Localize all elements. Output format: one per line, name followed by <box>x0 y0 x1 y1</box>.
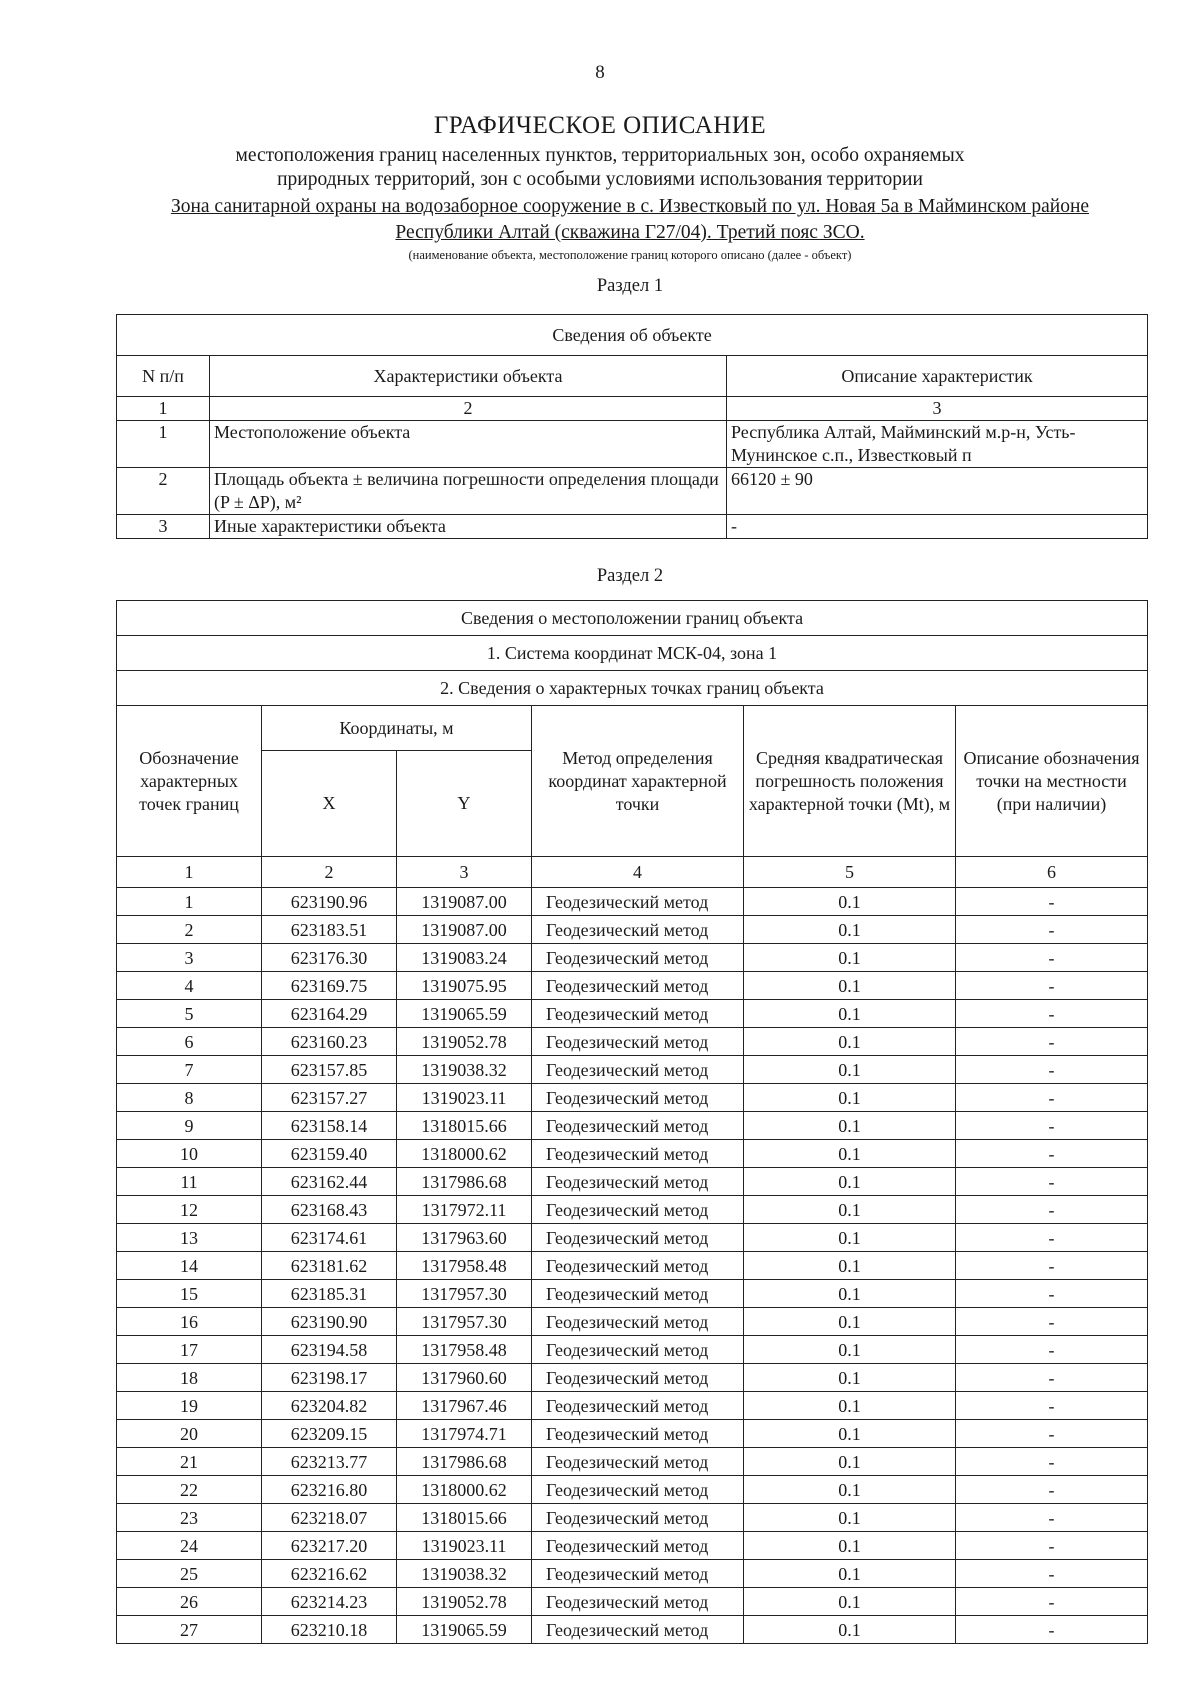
mean-error: 0.1 <box>744 1084 956 1112</box>
method: Геодезический метод <box>532 1420 744 1448</box>
point-id: 4 <box>117 972 262 1000</box>
point-id: 21 <box>117 1448 262 1476</box>
header-x: X <box>262 751 397 857</box>
method: Геодезический метод <box>532 1560 744 1588</box>
coord-y: 1319083.24 <box>397 944 532 972</box>
table-row <box>117 1560 1148 1588</box>
coord-x: 623157.85 <box>262 1056 397 1084</box>
point-id: 20 <box>117 1420 262 1448</box>
coord-x: 623194.58 <box>262 1336 397 1364</box>
point-id: 10 <box>117 1140 262 1168</box>
coord-y: 1317986.68 <box>397 1168 532 1196</box>
numbering-cell: 2 <box>210 397 727 421</box>
method: Геодезический метод <box>532 1532 744 1560</box>
document-subtitle <box>150 144 1050 192</box>
coord-x: 623190.90 <box>262 1308 397 1336</box>
coord-y: 1317986.68 <box>397 1448 532 1476</box>
coord-x: 623160.23 <box>262 1028 397 1056</box>
coord-y: 1317972.11 <box>397 1196 532 1224</box>
coord-x: 623164.29 <box>262 1000 397 1028</box>
location-description: - <box>956 1392 1148 1420</box>
method: Геодезический метод <box>532 1056 744 1084</box>
method: Геодезический метод <box>532 1588 744 1616</box>
mean-error: 0.1 <box>744 1588 956 1616</box>
header-y: Y <box>397 751 532 857</box>
location-description: - <box>956 1532 1148 1560</box>
location-description: - <box>956 1028 1148 1056</box>
mean-error: 0.1 <box>744 1504 956 1532</box>
mean-error: 0.1 <box>744 1168 956 1196</box>
location-description: - <box>956 1280 1148 1308</box>
point-id: 22 <box>117 1476 262 1504</box>
mean-error: 0.1 <box>744 1448 956 1476</box>
section-2-title: Сведения о местоположении границ объекта <box>117 601 1148 636</box>
table-row <box>117 1616 1148 1644</box>
point-id: 16 <box>117 1308 262 1336</box>
object-name <box>150 194 1110 246</box>
coord-y: 1319087.00 <box>397 916 532 944</box>
mean-error: 0.1 <box>744 1616 956 1644</box>
coord-y: 1319065.59 <box>397 1000 532 1028</box>
point-id: 19 <box>117 1392 262 1420</box>
method: Геодезический метод <box>532 1616 744 1644</box>
table-row <box>117 1224 1148 1252</box>
coord-x: 623168.43 <box>262 1196 397 1224</box>
point-id: 26 <box>117 1588 262 1616</box>
object-note: (наименование объекта, местоположение границ которого описано (далее - объект) <box>408 248 852 262</box>
mean-error: 0.1 <box>744 1280 956 1308</box>
table-row <box>117 515 1148 539</box>
location-description: - <box>956 1224 1148 1252</box>
location-description: - <box>956 1056 1148 1084</box>
section-1-label: Раздел 1 <box>596 276 664 296</box>
method: Геодезический метод <box>532 972 744 1000</box>
method: Геодезический метод <box>532 1336 744 1364</box>
coord-y: 1317960.60 <box>397 1364 532 1392</box>
method: Геодезический метод <box>532 1392 744 1420</box>
table-row <box>117 1028 1148 1056</box>
numbering-cell: 5 <box>744 857 956 888</box>
numbering-cell: 1 <box>117 397 210 421</box>
mean-error: 0.1 <box>744 1196 956 1224</box>
table-row <box>117 1504 1148 1532</box>
mean-error: 0.1 <box>744 888 956 916</box>
coord-x: 623185.31 <box>262 1280 397 1308</box>
table-row <box>117 1196 1148 1224</box>
coord-y: 1319087.00 <box>397 888 532 916</box>
mean-error: 0.1 <box>744 1364 956 1392</box>
header-characteristic: Характеристики объекта <box>210 356 727 397</box>
table-row <box>117 1392 1148 1420</box>
coord-y: 1319075.95 <box>397 972 532 1000</box>
location-description: - <box>956 1476 1148 1504</box>
method: Геодезический метод <box>532 944 744 972</box>
header-point: Обозначение характерных точек границ <box>117 706 262 857</box>
location-description: - <box>956 1504 1148 1532</box>
coord-x: 623209.15 <box>262 1420 397 1448</box>
coord-x: 623158.14 <box>262 1112 397 1140</box>
coord-x: 623190.96 <box>262 888 397 916</box>
point-id: 1 <box>117 888 262 916</box>
method: Геодезический метод <box>532 1168 744 1196</box>
table-row <box>117 1084 1148 1112</box>
mean-error: 0.1 <box>744 1532 956 1560</box>
mean-error: 0.1 <box>744 1112 956 1140</box>
coord-y: 1317963.60 <box>397 1224 532 1252</box>
coord-x: 623216.62 <box>262 1560 397 1588</box>
point-id: 7 <box>117 1056 262 1084</box>
point-id: 2 <box>117 916 262 944</box>
mean-error: 0.1 <box>744 1000 956 1028</box>
section-2-label: Раздел 2 <box>596 566 664 586</box>
table-row <box>117 1532 1148 1560</box>
table-row <box>117 1448 1148 1476</box>
table-row <box>117 1336 1148 1364</box>
location-description: - <box>956 1364 1148 1392</box>
point-id: 3 <box>117 944 262 972</box>
coord-x: 623183.51 <box>262 916 397 944</box>
table-row <box>117 944 1148 972</box>
header-coords: Координаты, м <box>262 706 532 751</box>
method: Геодезический метод <box>532 1280 744 1308</box>
document-title: ГРАФИЧЕСКОЕ ОПИСАНИЕ <box>433 112 767 139</box>
header-description: Описание характеристик <box>727 356 1148 397</box>
numbering-cell: 1 <box>117 857 262 888</box>
table-row <box>117 468 1148 515</box>
coord-x: 623159.40 <box>262 1140 397 1168</box>
table-row <box>117 916 1148 944</box>
coord-y: 1317967.46 <box>397 1392 532 1420</box>
method: Геодезический метод <box>532 1504 744 1532</box>
mean-error: 0.1 <box>744 1224 956 1252</box>
coord-y: 1317974.71 <box>397 1420 532 1448</box>
method: Геодезический метод <box>532 1112 744 1140</box>
table-row <box>117 972 1148 1000</box>
location-description: - <box>956 916 1148 944</box>
location-description: - <box>956 972 1148 1000</box>
row-characteristic: Площадь объекта ± величина погрешности определения площади (P ± ΔP), м² <box>210 468 727 515</box>
location-description: - <box>956 888 1148 916</box>
method: Геодезический метод <box>532 1140 744 1168</box>
coord-y: 1319065.59 <box>397 1616 532 1644</box>
row-description: 66120 ± 90 <box>727 468 1148 515</box>
numbering-cell: 3 <box>727 397 1148 421</box>
mean-error: 0.1 <box>744 1140 956 1168</box>
header-location-desc: Описание обозначения точки на местности (при наличии) <box>956 706 1148 857</box>
page-number: 8 <box>595 62 605 83</box>
row-description: Республика Алтай, Майминский м.р-н, Усть-Мунинское с.п., Известковый п <box>727 421 1148 468</box>
point-id: 6 <box>117 1028 262 1056</box>
mean-error: 0.1 <box>744 944 956 972</box>
row-characteristic: Местоположение объекта <box>210 421 727 468</box>
point-id: 5 <box>117 1000 262 1028</box>
location-description: - <box>956 1084 1148 1112</box>
coord-y: 1317957.30 <box>397 1308 532 1336</box>
mean-error: 0.1 <box>744 1252 956 1280</box>
location-description: - <box>956 1000 1148 1028</box>
table-row <box>117 1420 1148 1448</box>
numbering-cell: 2 <box>262 857 397 888</box>
mean-error: 0.1 <box>744 1420 956 1448</box>
table-row <box>117 1000 1148 1028</box>
table-row <box>117 1364 1148 1392</box>
location-description: - <box>956 1140 1148 1168</box>
location-description: - <box>956 1308 1148 1336</box>
header-num: N п/п <box>117 356 210 397</box>
coord-x: 623157.27 <box>262 1084 397 1112</box>
mean-error: 0.1 <box>744 916 956 944</box>
mean-error: 0.1 <box>744 1560 956 1588</box>
method: Геодезический метод <box>532 1252 744 1280</box>
coordinate-system: 1. Система координат МСК-04, зона 1 <box>117 636 1148 671</box>
mean-error: 0.1 <box>744 1056 956 1084</box>
method: Геодезический метод <box>532 1364 744 1392</box>
coord-x: 623174.61 <box>262 1224 397 1252</box>
row-num: 3 <box>117 515 210 539</box>
coord-x: 623176.30 <box>262 944 397 972</box>
location-description: - <box>956 1168 1148 1196</box>
coord-x: 623198.17 <box>262 1364 397 1392</box>
point-id: 17 <box>117 1336 262 1364</box>
table-row <box>117 1588 1148 1616</box>
point-id: 27 <box>117 1616 262 1644</box>
table-row <box>117 1308 1148 1336</box>
coord-y: 1318000.62 <box>397 1476 532 1504</box>
location-description: - <box>956 1588 1148 1616</box>
object-name-line-2: Республики Алтай (скважина Г27/04). Третий пояс ЗСО. <box>395 222 865 243</box>
location-description: - <box>956 1448 1148 1476</box>
point-id: 12 <box>117 1196 262 1224</box>
mean-error: 0.1 <box>744 972 956 1000</box>
location-description: - <box>956 1336 1148 1364</box>
coord-y: 1318015.66 <box>397 1112 532 1140</box>
mean-error: 0.1 <box>744 1476 956 1504</box>
coord-x: 623169.75 <box>262 972 397 1000</box>
points-title: 2. Сведения о характерных точках границ объекта <box>117 671 1148 706</box>
method: Геодезический метод <box>532 916 744 944</box>
location-description: - <box>956 1420 1148 1448</box>
coord-x: 623216.80 <box>262 1476 397 1504</box>
location-description: - <box>956 1196 1148 1224</box>
table-row <box>117 1280 1148 1308</box>
table-row <box>117 1168 1148 1196</box>
coord-y: 1319038.32 <box>397 1056 532 1084</box>
method: Геодезический метод <box>532 1308 744 1336</box>
coord-y: 1317958.48 <box>397 1252 532 1280</box>
coord-y: 1318015.66 <box>397 1504 532 1532</box>
boundary-points-table <box>116 600 1148 1644</box>
points-body <box>117 888 1148 1644</box>
numbering-cell: 3 <box>397 857 532 888</box>
numbering-cell: 4 <box>532 857 744 888</box>
row-description: - <box>727 515 1148 539</box>
coord-x: 623213.77 <box>262 1448 397 1476</box>
method: Геодезический метод <box>532 1476 744 1504</box>
coord-x: 623217.20 <box>262 1532 397 1560</box>
point-id: 14 <box>117 1252 262 1280</box>
coord-x: 623210.18 <box>262 1616 397 1644</box>
method: Геодезический метод <box>532 1028 744 1056</box>
coord-y: 1317958.48 <box>397 1336 532 1364</box>
mean-error: 0.1 <box>744 1336 956 1364</box>
point-id: 23 <box>117 1504 262 1532</box>
point-id: 18 <box>117 1364 262 1392</box>
point-id: 9 <box>117 1112 262 1140</box>
row-characteristic: Иные характеристики объекта <box>210 515 727 539</box>
row-num: 1 <box>117 421 210 468</box>
table-row <box>117 1476 1148 1504</box>
table-row <box>117 888 1148 916</box>
point-id: 8 <box>117 1084 262 1112</box>
location-description: - <box>956 944 1148 972</box>
method: Геодезический метод <box>532 1196 744 1224</box>
coord-y: 1319038.32 <box>397 1560 532 1588</box>
row-num: 2 <box>117 468 210 515</box>
coord-y: 1319052.78 <box>397 1588 532 1616</box>
table-row <box>117 1140 1148 1168</box>
object-info-title: Сведения об объекте <box>117 315 1148 356</box>
header-method: Метод определения координат характерной точки <box>532 706 744 857</box>
method: Геодезический метод <box>532 1000 744 1028</box>
point-id: 13 <box>117 1224 262 1252</box>
coord-y: 1319052.78 <box>397 1028 532 1056</box>
coord-x: 623204.82 <box>262 1392 397 1420</box>
method: Геодезический метод <box>532 888 744 916</box>
subtitle-line-1: местоположения границ населенных пунктов, территориальных зон, особо охраняемых <box>235 145 965 166</box>
method: Геодезический метод <box>532 1224 744 1252</box>
coord-y: 1318000.62 <box>397 1140 532 1168</box>
coord-y: 1319023.11 <box>397 1084 532 1112</box>
location-description: - <box>956 1112 1148 1140</box>
point-id: 11 <box>117 1168 262 1196</box>
method: Геодезический метод <box>532 1448 744 1476</box>
method: Геодезический метод <box>532 1084 744 1112</box>
table-row <box>117 1056 1148 1084</box>
location-description: - <box>956 1616 1148 1644</box>
coord-x: 623181.62 <box>262 1252 397 1280</box>
location-description: - <box>956 1252 1148 1280</box>
mean-error: 0.1 <box>744 1308 956 1336</box>
coord-x: 623218.07 <box>262 1504 397 1532</box>
mean-error: 0.1 <box>744 1028 956 1056</box>
location-description: - <box>956 1560 1148 1588</box>
mean-error: 0.1 <box>744 1392 956 1420</box>
table-row <box>117 1252 1148 1280</box>
coord-x: 623162.44 <box>262 1168 397 1196</box>
coord-y: 1317957.30 <box>397 1280 532 1308</box>
coord-x: 623214.23 <box>262 1588 397 1616</box>
point-id: 24 <box>117 1532 262 1560</box>
subtitle-line-2: природных территорий, зон с особыми условиями использования территории <box>277 169 923 190</box>
table-row <box>117 421 1148 468</box>
coord-y: 1319023.11 <box>397 1532 532 1560</box>
point-id: 25 <box>117 1560 262 1588</box>
header-error: Средняя квадратическая погрешность положения характерной точки (Mt), м <box>744 706 956 857</box>
object-info-table <box>116 314 1148 539</box>
table-row <box>117 1112 1148 1140</box>
numbering-cell: 6 <box>956 857 1148 888</box>
point-id: 15 <box>117 1280 262 1308</box>
object-name-line-1: Зона санитарной охраны на водозаборное сооружение в с. Известковый по ул. Новая 5а в Майминском районе <box>170 196 1090 217</box>
